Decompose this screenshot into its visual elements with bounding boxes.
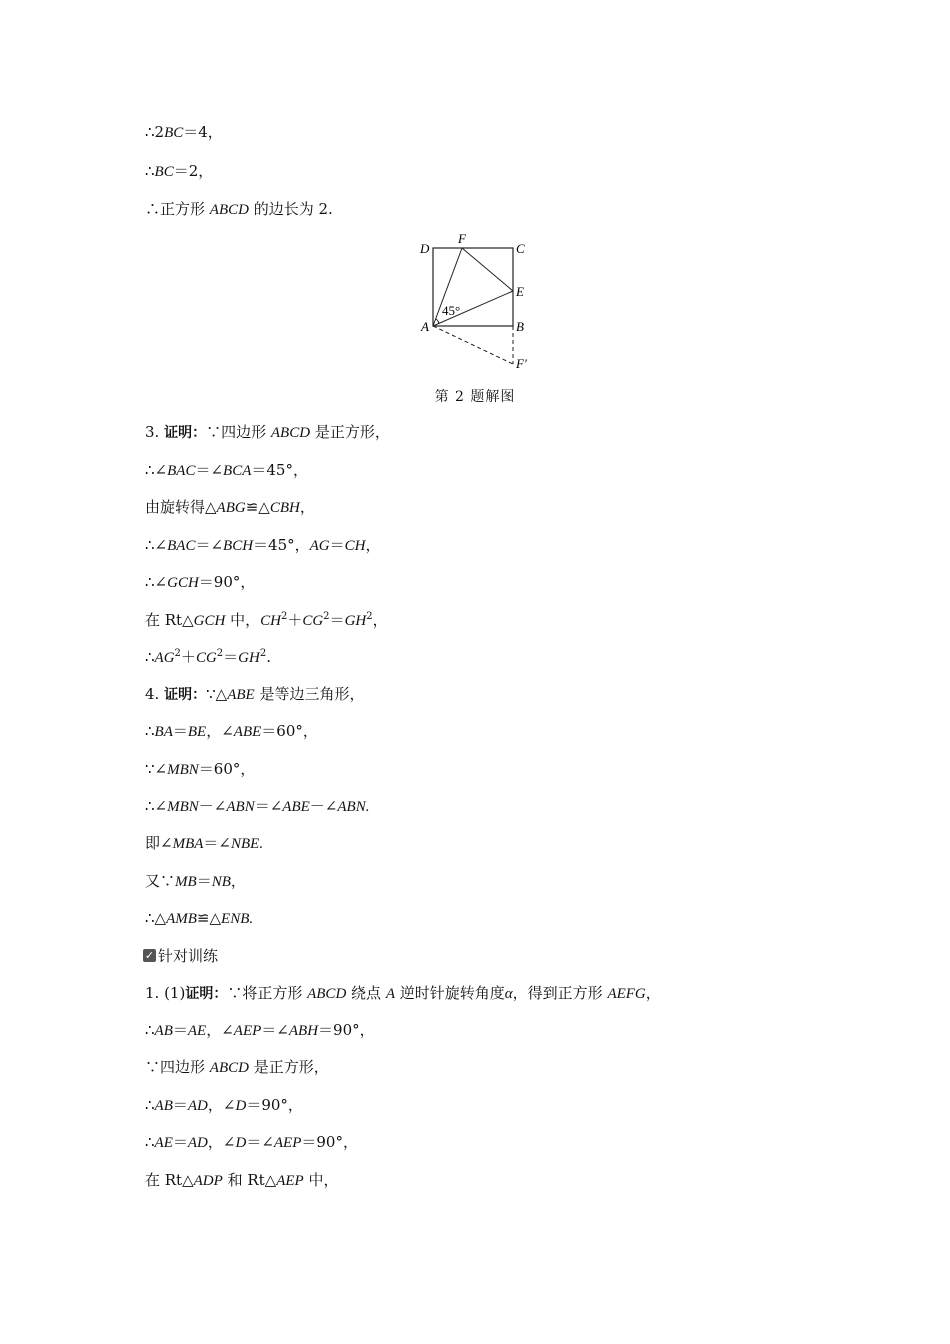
text-segment: ＝90°， — [246, 1096, 303, 1114]
text-segment: ＋ — [287, 611, 303, 629]
text-segment: MBN — [167, 762, 199, 778]
square-diagram — [415, 230, 545, 380]
text-line — [145, 422, 390, 443]
text-segment: ，∠ — [206, 722, 234, 740]
text-segment: ABE — [233, 724, 262, 740]
text-segment: ，得到正方形 — [512, 984, 608, 1002]
text-segment: ＝∠ — [246, 1133, 274, 1151]
text-segment: ＝ — [172, 722, 188, 740]
text-segment: ＝90°， — [318, 1021, 375, 1039]
text-segment: GH — [238, 650, 260, 666]
text-segment: ABCD — [307, 986, 347, 1002]
segment-fe — [462, 248, 513, 291]
text-segment: ＝60°， — [198, 760, 256, 778]
text-segment: ∴△ — [145, 909, 167, 927]
text-segment: 4. — [145, 685, 165, 703]
text-segment: ABH — [288, 1023, 319, 1039]
label-c: C — [516, 241, 525, 256]
text-segment: 中， — [225, 611, 261, 629]
text-segment: ∵△ — [206, 685, 228, 703]
text-segment: 由旋转得△ — [145, 498, 217, 516]
text-segment: GH — [344, 613, 367, 629]
text-segment: ＝ — [172, 1021, 188, 1039]
text-segment: ABCD — [209, 202, 249, 218]
text-segment: ABCD — [270, 425, 311, 441]
text-segment: AD — [187, 1098, 208, 1114]
segment-af-prime — [433, 326, 513, 364]
text-segment: 2 — [174, 648, 181, 659]
text-line — [145, 833, 263, 854]
text-segment: NBE. — [230, 836, 264, 852]
text-segment: ＝ — [329, 536, 345, 554]
text-segment: ABG — [216, 500, 246, 516]
text-segment: ABN — [226, 799, 255, 815]
text-line — [145, 721, 318, 742]
text-segment: 证明： — [185, 986, 228, 1002]
text-segment: AEP — [273, 1135, 302, 1151]
text-segment: D — [235, 1098, 247, 1114]
text-line — [145, 983, 661, 1004]
text-segment: ∴2 — [145, 123, 165, 141]
label-f-prime: F′ — [516, 356, 527, 371]
text-segment: ∴ — [145, 1133, 155, 1151]
text-segment: ＝45°， — [251, 461, 308, 479]
label-d: D — [420, 241, 430, 256]
text-segment: ＝ — [172, 1096, 188, 1114]
text-segment: MBN — [167, 799, 199, 815]
label-f: F — [458, 231, 466, 246]
text-line — [145, 1132, 358, 1153]
section-title: 针对训练 — [158, 947, 219, 965]
text-segment: GCH — [167, 575, 199, 591]
text-segment: ＝4， — [183, 123, 223, 141]
text-segment: AEP — [276, 1173, 304, 1189]
text-segment: AG — [154, 650, 175, 666]
text-segment: 中， — [303, 1171, 339, 1189]
text-segment: 和 Rt△ — [222, 1171, 277, 1189]
text-segment: ABE — [282, 799, 310, 815]
text-segment: ∵将正方形 — [227, 984, 308, 1002]
section-heading — [143, 945, 218, 966]
text-line — [145, 908, 253, 929]
text-segment: 1. (1) — [145, 984, 186, 1002]
text-segment: ∴∠ — [145, 461, 168, 479]
text-segment: . — [266, 648, 271, 666]
text-segment: ， — [299, 498, 315, 516]
text-segment: 是正方形， — [248, 1058, 329, 1076]
text-segment: MBA — [172, 836, 204, 852]
text-segment: 的边长为 2. — [248, 200, 333, 218]
label-a: A — [421, 319, 429, 334]
text-segment: α — [504, 986, 513, 1002]
text-segment: ABCD — [209, 1060, 249, 1076]
text-segment: 证明： — [164, 687, 207, 703]
text-line — [145, 161, 213, 182]
text-segment: AE — [187, 1023, 207, 1039]
text-segment: GCH — [193, 613, 226, 629]
text-segment: BAC — [167, 538, 196, 554]
text-segment: ∴∠ — [145, 573, 168, 591]
text-segment: CG — [302, 613, 324, 629]
text-segment: AEP — [233, 1023, 262, 1039]
text-segment: CH — [344, 538, 366, 554]
text-segment: BA — [154, 724, 173, 740]
text-segment: 在 Rt△ — [145, 611, 194, 629]
text-segment: ＝ — [223, 648, 239, 666]
text-segment: ＝ — [329, 611, 345, 629]
text-segment: ＝60°， — [261, 722, 318, 740]
text-segment: 3. — [145, 423, 165, 441]
text-segment: A — [385, 986, 395, 1002]
angle-label: 45° — [442, 303, 461, 318]
text-line — [145, 759, 255, 780]
text-segment: MB — [175, 874, 197, 890]
text-segment: ＋ — [180, 648, 196, 666]
text-line — [145, 1170, 339, 1191]
text-segment: ABN. — [337, 799, 370, 815]
text-segment: BE — [187, 724, 207, 740]
text-segment: 2 — [216, 648, 224, 659]
figure-caption: 第 2 题解图 — [434, 389, 516, 405]
text-segment: ，∠ — [207, 1096, 236, 1114]
text-segment: ∴ — [145, 1021, 155, 1039]
text-segment: ， — [365, 536, 381, 554]
text-segment: ∴ — [145, 1096, 155, 1114]
text-segment: ＝∠ — [261, 1021, 289, 1039]
text-segment: ∴正方形 — [145, 200, 210, 218]
text-line — [145, 684, 364, 705]
text-segment: 即∠ — [145, 834, 173, 852]
text-line — [145, 535, 381, 556]
text-segment: D — [235, 1135, 247, 1151]
text-segment: BCA — [223, 463, 252, 479]
text-segment: ＝∠ — [254, 797, 283, 815]
text-segment: ， — [372, 611, 388, 629]
text-segment: ， — [645, 984, 661, 1002]
text-segment: ＝ — [172, 1133, 188, 1151]
text-line — [145, 572, 255, 593]
text-segment: ＝∠ — [195, 461, 224, 479]
text-line — [145, 460, 308, 481]
text-line — [145, 1057, 329, 1078]
text-segment: AB — [154, 1098, 173, 1114]
text-segment: AE — [154, 1135, 173, 1151]
checkbox-icon: ✓ — [144, 949, 155, 962]
text-segment: 在 Rt△ — [145, 1171, 194, 1189]
text-segment: BAC — [167, 463, 196, 479]
text-segment: 是正方形， — [310, 423, 390, 441]
text-segment: 2 — [323, 611, 330, 622]
text-segment: ＝∠ — [203, 834, 231, 852]
text-segment: BC — [164, 125, 184, 141]
text-segment: 2 — [366, 611, 373, 622]
text-line — [145, 796, 369, 817]
text-segment: ， — [230, 872, 246, 890]
text-segment: AB — [154, 1023, 173, 1039]
label-e: E — [516, 284, 524, 299]
text-segment: ABE — [227, 687, 255, 703]
text-segment: ENB. — [221, 911, 254, 927]
text-segment: CBH — [269, 500, 300, 516]
text-segment: ∴ — [145, 162, 155, 180]
text-segment: AD — [187, 1135, 208, 1151]
text-segment: 是等边三角形， — [254, 685, 365, 703]
text-segment: －∠ — [309, 797, 338, 815]
text-segment: －∠ — [198, 797, 227, 815]
text-segment: ＝2， — [173, 162, 214, 180]
text-segment: ∴ — [145, 648, 155, 666]
text-segment: 又∵ — [145, 872, 176, 890]
text-segment: 证明： — [164, 425, 207, 441]
text-line — [145, 1020, 375, 1041]
text-segment: 绕点 — [346, 984, 386, 1002]
text-line — [145, 497, 315, 518]
text-segment: ∵∠ — [145, 760, 168, 778]
text-segment: 逆时针旋转角度 — [395, 984, 505, 1002]
text-segment: ＝45°， — [253, 536, 310, 554]
text-segment: ＝∠ — [195, 536, 224, 554]
text-line — [145, 871, 246, 892]
text-segment: 2 — [259, 648, 267, 659]
text-segment: ，∠ — [207, 1133, 236, 1151]
text-segment: BC — [154, 164, 174, 180]
text-segment: ，∠ — [206, 1021, 234, 1039]
text-segment: ∵四边形 — [145, 1058, 210, 1076]
text-line — [145, 610, 388, 631]
text-line — [145, 199, 333, 220]
angle-arc — [436, 319, 439, 324]
text-segment: ＝90°， — [198, 573, 256, 591]
text-segment: AG — [309, 538, 330, 554]
text-line — [145, 647, 271, 668]
text-segment: NB — [211, 874, 231, 890]
text-segment: ∴∠ — [145, 797, 168, 815]
text-segment: CH — [260, 613, 281, 629]
text-segment: 2 — [280, 611, 288, 622]
text-segment: ≌△ — [245, 498, 270, 516]
label-b: B — [516, 319, 524, 334]
text-segment: BCH — [223, 538, 254, 554]
text-segment: ∴∠ — [145, 536, 168, 554]
text-segment: ＝ — [196, 872, 212, 890]
text-segment: ∴ — [145, 722, 155, 740]
text-segment: ADP — [193, 1173, 223, 1189]
text-segment: AMB — [166, 911, 197, 927]
text-segment: ∵四边形 — [206, 423, 271, 441]
text-segment: AEFG — [607, 986, 646, 1002]
text-segment: ≌△ — [196, 909, 222, 927]
text-line — [145, 122, 223, 143]
text-line — [145, 1095, 303, 1116]
text-segment: CG — [195, 650, 217, 666]
text-segment: ＝90°， — [301, 1133, 358, 1151]
